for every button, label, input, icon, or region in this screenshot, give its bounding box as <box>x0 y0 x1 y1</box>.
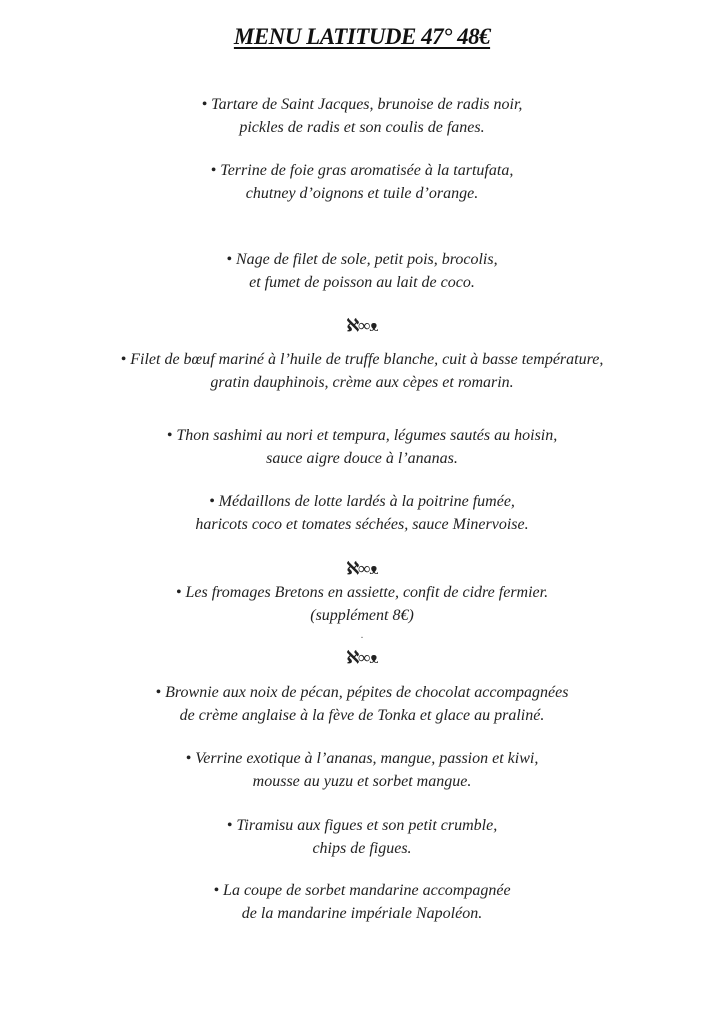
dessert-2-line-1: • Verrine exotique à l’ananas, mangue, passion et kiwi, <box>185 750 539 767</box>
entree-2-line-1: • Terrine de foie gras aromatisée à la tartufata, <box>210 162 514 179</box>
dessert-3-line-2: chips de figues. <box>312 840 412 857</box>
dessert-item-3 <box>0 814 724 860</box>
entree-item-3 <box>0 248 724 294</box>
plat-3-line-2: haricots coco et tomates séchées, sauce Minervoise. <box>195 516 529 533</box>
entree-item-2 <box>0 159 724 205</box>
section-ornament-2: ℵ∞ᴥ <box>346 559 378 578</box>
entree-2-line-2: chutney d’oignons et tuile d’orange. <box>245 185 479 202</box>
dessert-3-line-1: • Tiramisu aux figues et son petit crumble, <box>226 817 498 834</box>
separator-dot: . <box>360 630 364 641</box>
plat-2-line-1: • Thon sashimi au nori et tempura, légumes sautés au hoisin, <box>166 427 558 444</box>
plat-3-line-1: • Médaillons de lotte lardés à la poitrine fumée, <box>209 493 515 510</box>
dessert-1-line-1: • Brownie aux noix de pécan, pépites de chocolat accompagnées <box>155 684 569 701</box>
entree-3-line-2: et fumet de poisson au lait de coco. <box>249 274 475 291</box>
plat-item-1 <box>0 348 724 394</box>
section-ornament-3: ℵ∞ᴥ <box>346 648 378 667</box>
entree-item-1 <box>0 93 724 139</box>
fromage-line-1: • Les fromages Bretons en assiette, confit de cidre fermier. <box>175 584 549 601</box>
dessert-4-line-1: • La coupe de sorbet mandarine accompagnée <box>213 882 511 899</box>
entree-3-line-1: • Nage de filet de sole, petit pois, brocolis, <box>226 251 498 268</box>
fromage-line-2: (supplément 8€) <box>310 607 414 624</box>
dessert-1-line-2: de crème anglaise à la fève de Tonka et glace au praliné. <box>179 707 545 724</box>
entree-1-line-1: • Tartare de Saint Jacques, brunoise de radis noir, <box>201 96 523 113</box>
section-ornament-1: ℵ∞ᴥ <box>346 316 378 335</box>
plat-item-3 <box>0 490 724 536</box>
dessert-item-2 <box>0 747 724 793</box>
dessert-item-1 <box>0 681 724 727</box>
plat-item-2 <box>0 424 724 470</box>
plat-1-line-1: • Filet de bœuf mariné à l’huile de truffe blanche, cuit à basse température, <box>120 351 604 368</box>
fromage-item <box>0 581 724 627</box>
entree-1-line-2: pickles de radis et son coulis de fanes. <box>239 119 485 136</box>
dessert-4-line-2: de la mandarine impériale Napoléon. <box>241 905 483 922</box>
dessert-2-line-2: mousse au yuzu et sorbet mangue. <box>252 773 472 790</box>
plat-2-line-2: sauce aigre douce à l’ananas. <box>266 450 458 467</box>
dessert-item-4 <box>0 879 724 925</box>
plat-1-line-2: gratin dauphinois, crème aux cèpes et romarin. <box>210 374 514 391</box>
menu-title: MENU LATITUDE 47° 48€ <box>233 24 491 49</box>
